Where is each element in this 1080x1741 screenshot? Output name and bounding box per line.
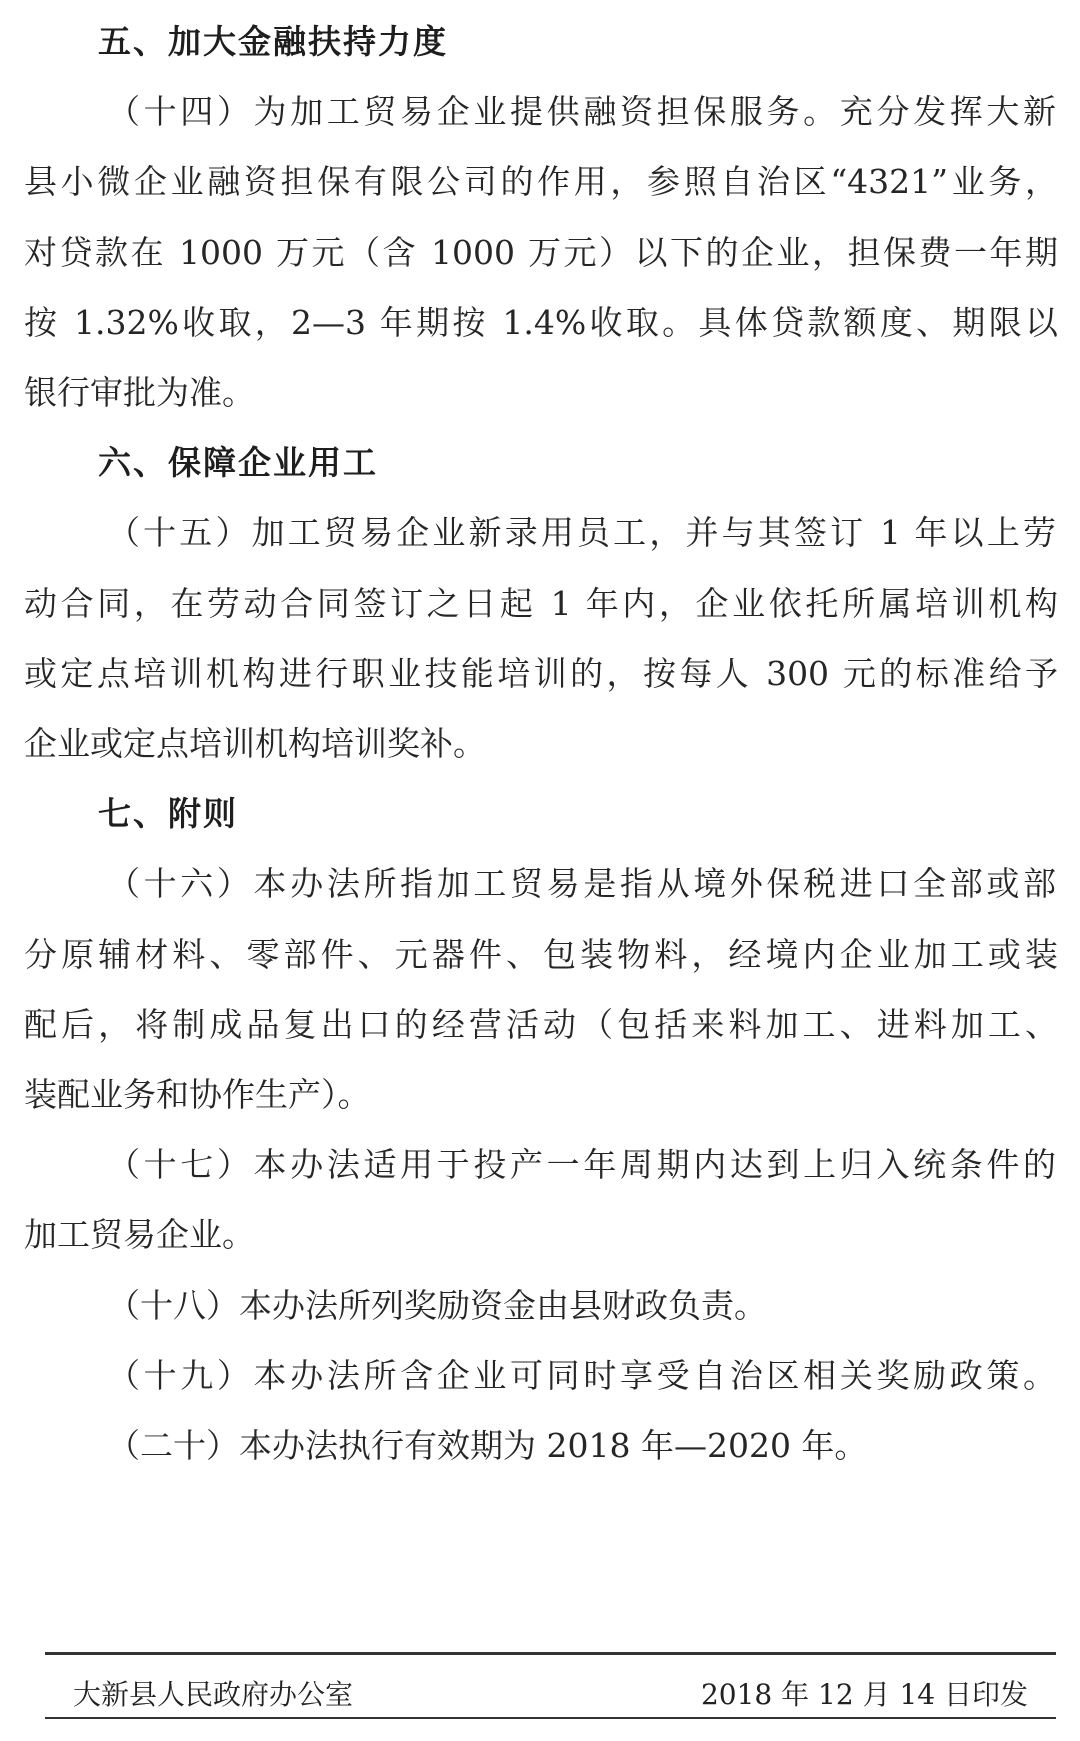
section-heading: 七、附则 (98, 794, 238, 834)
text-line: 分原辅材料、零部件、元器件、包装物料，经境内企业加工或装 (24, 934, 1058, 974)
text-line: 银行审批为准。 (24, 373, 255, 412)
section-heading: 六、保障企业用工 (98, 443, 378, 483)
text-line: 装配业务和协作生产）。 (24, 1075, 371, 1114)
footer-issuer: 大新县人民政府办公室 (73, 1678, 354, 1711)
text-line: （十七）本办法适用于投产一年周期内达到上归入统条件的 (107, 1145, 1056, 1185)
section-heading: 五、加大金融扶持力度 (98, 22, 448, 61)
text-line: 按 1.32%收取，2—3 年期按 1.4%收取。具体贷款额度、期限以 (24, 302, 1058, 342)
text-line: （十五）加工贸易企业新录用员工，并与其签订 1 年以上劳 (107, 513, 1056, 553)
text-line: 企业或定点培训机构培训奖补。 (24, 724, 486, 763)
text-line: （二十）本办法执行有效期为 2018 年—2020 年。 (107, 1426, 868, 1465)
text-line: 配后，将制成品复出口的经营活动（包括来料加工、进料加工、 (24, 1004, 1058, 1044)
text-line: 动合同，在劳动合同签订之日起 1 年内，企业依托所属培训机构 (24, 583, 1058, 623)
text-line: 或定点培训机构进行职业技能培训的，按每人 300 元的标准给予 (24, 653, 1058, 693)
footer-top-rule (45, 1652, 1056, 1655)
text-line: 县小微企业融资担保有限公司的作用，参照自治区“4321”业务， (24, 162, 1058, 202)
text-line: 对贷款在 1000 万元（含 1000 万元）以下的企业，担保费一年期 (24, 232, 1058, 272)
text-line: （十四）为加工贸易企业提供融资担保服务。充分发挥大新 (107, 92, 1056, 132)
text-line: （十六）本办法所指加工贸易是指从境外保税进口全部或部 (107, 864, 1056, 904)
text-line: 加工贸易企业。 (24, 1215, 255, 1255)
text-line: （十九）本办法所含企业可同时享受自治区相关奖励政策。 (107, 1355, 1056, 1395)
text-line: （十八）本办法所列奖励资金由县财政负责。 (107, 1285, 767, 1325)
footer-date: 2018 年 12 月 14 日印发 (700, 1678, 1028, 1711)
footer-bottom-rule (45, 1717, 1056, 1719)
